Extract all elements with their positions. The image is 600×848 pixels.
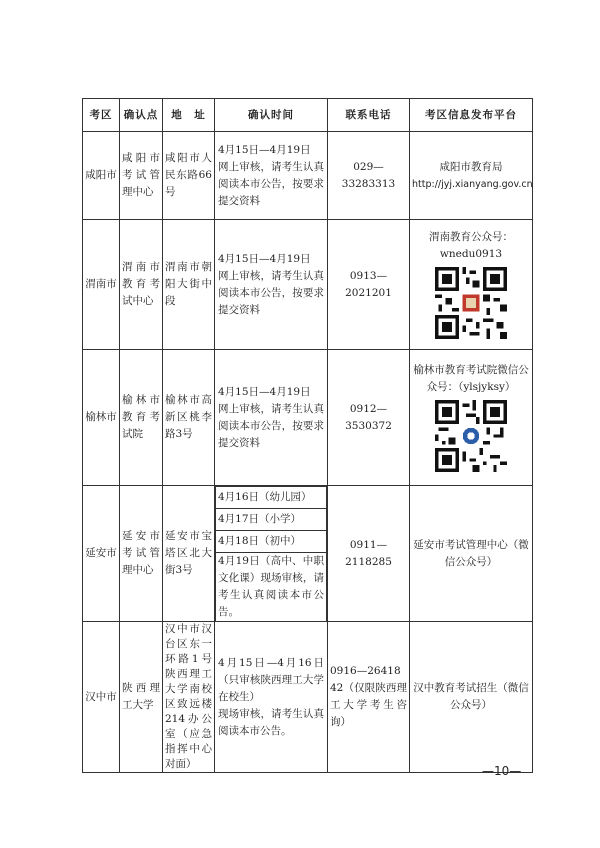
sub-time-table [215,486,327,621]
platform-name: 榆林市教育考试院微信公众号：（ylsjyksy） [413,363,529,393]
time-note: 现场审核，请考生认真阅读本市公告。 [218,707,324,737]
time-cell [215,622,328,773]
phone-cell: 0912—3530372 [328,350,410,486]
platform-cell: 延安市考试管理中心（微信公众号） [410,486,533,622]
address-cell: 渭南市朝阳大街中段 [163,220,215,350]
time-range: 4月15日—4月19日 [218,252,311,265]
time-note: 网上审核，请考生认真阅读本市公告，按要求提交资料 [218,269,324,316]
table-row [83,220,533,350]
table-row [83,350,533,486]
header-address: 地 址 [163,99,215,132]
address-cell: 咸阳市人民东路66号 [163,132,215,220]
table-row [83,486,533,622]
point-cell: 延安市考试管理中心 [120,486,163,622]
time-cell [215,132,328,220]
time-cell [215,350,328,486]
header-district: 考区 [83,99,120,132]
platform-id: wnedu0913 [439,247,503,260]
time-cell [215,486,328,622]
address-cell: 汉中市汉台区东一环路1号陕西理工大学南校区致远楼214办公室（应急指挥中心对面） [163,622,215,773]
address-cell: 榆林市高新区桃李路3号 [163,350,215,486]
sub-time: 4月18日（初中） [216,531,327,553]
table-row [83,622,533,773]
qr-code-icon [435,267,507,339]
time-note: 网上审核，请考生认真阅读本市公告，按要求提交资料 [218,402,324,449]
platform-name: 渭南教育公众号： [429,230,513,243]
point-cell: 榆林市教育考试院 [120,350,163,486]
phone-cell: 0913—2021201 [328,220,410,350]
header-time: 确认时间 [215,99,328,132]
sub-time: 4月16日（幼儿园） [216,487,327,509]
platform-cell: 汉中教育考试招生（微信公众号） [410,622,533,773]
qr-code-icon [435,400,507,472]
phone-cell: 0911—2118285 [328,486,410,622]
time-range: 4月15日—4月16日（只审核陕西理工大学在校生） [218,656,324,703]
time-cell [215,220,328,350]
time-range: 4月15日—4月19日 [218,143,311,156]
platform-url[interactable]: http://jyj.xianyang.gov.cn [412,178,533,190]
table-row [83,132,533,220]
time-range: 4月15日—4月19日 [218,385,311,398]
point-cell: 咸阳市考试管理中心 [120,132,163,220]
district-cell: 延安市 [83,486,120,622]
point-cell: 陕西理工大学 [120,622,163,773]
district-cell: 渭南市 [83,220,120,350]
address-cell: 延安市宝塔区北大街3号 [163,486,215,622]
phone-cell: 029—33283313 [328,132,410,220]
sub-time: 4月19日（高中、中职文化课）现场审核，请考生认真阅读本市公告。 [216,553,327,622]
district-cell: 汉中市 [83,622,120,773]
district-cell: 榆林市 [83,350,120,486]
table-header-row [83,99,533,132]
sub-time: 4月17日（小学） [216,509,327,531]
header-phone: 联系电话 [328,99,410,132]
page-number: —10— [482,764,522,778]
platform-cell [410,350,533,486]
phone-cell: 0916—2641842（仅限陕西理工大学考生咨询） [328,622,410,773]
point-cell: 渭南市教育考试中心 [120,220,163,350]
platform-cell [410,132,533,220]
time-note: 网上审核，请考生认真阅读本市公告，按要求提交资料 [218,160,324,207]
header-point: 确认点 [120,99,163,132]
confirmation-table [82,98,533,773]
platform-cell [410,220,533,350]
platform-name: 咸阳市教育局 [439,160,503,173]
district-cell: 咸阳市 [83,132,120,220]
header-platform: 考区信息发布平台 [410,99,533,132]
